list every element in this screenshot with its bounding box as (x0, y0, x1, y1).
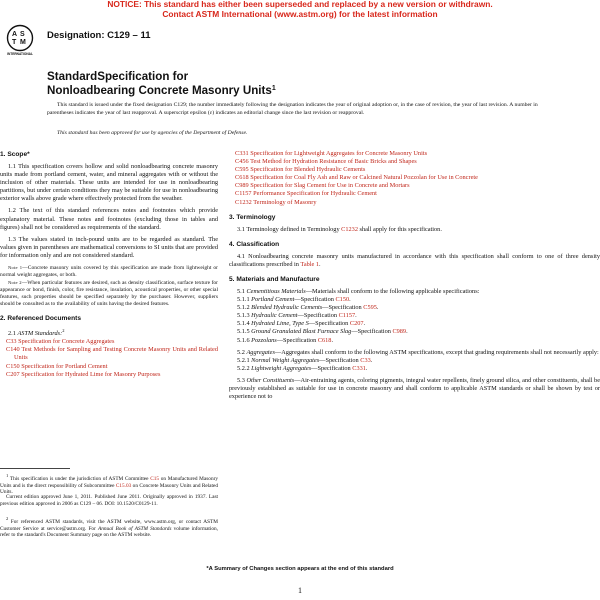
notice-line-2: Contact ASTM International (www.astm.org) for the latest information (162, 8, 438, 19)
summary-of-changes-note: *A Summary of Changes section appears at the end of this standard (206, 566, 394, 572)
ref-c618[interactable]: C618 Specification for Coal Fly Ash and Raw or Calcined Natural Pozzolan for Use in Concrete (235, 174, 478, 182)
scope-1-1: 1.1 This specification covers hollow and solid nonloadbearing concrete masonry units made from portland cement, water, and mineral aggregates with or without the inclusion of other materials. These units are intended for use in nonloadbearing partitions, but under certain conditions they may be suitable for use in nonloadbearing exterior walls above grade where effectively protected from the weather. (0, 163, 218, 203)
materials-5-1-5: 5.1.5 Ground Granulated Blast Furnace Slag—Specification C989. (237, 328, 408, 336)
materials-5-1-3: 5.1.3 Hydraulic Cement—Specification C1157. (237, 312, 357, 320)
logo-letter-a: A (12, 31, 18, 38)
scope-1-2: 1.2 The text of this standard references notes and footnotes which provide explanatory material. These notes and footnotes (excluding those in tables and figures) shall not be considered as requirements of the standard. (0, 207, 218, 231)
link-c1157[interactable]: C1157 (338, 312, 356, 320)
classification-4-1: 4.1 Nonloadbearing concrete masonry units manufactured in accordance with this specification shall conform to one of three density classifications prescribed in Table 1. (229, 252, 600, 268)
section-materials-heading: 5. Materials and Manufacture (229, 275, 320, 283)
materials-5-1-1: 5.1.1 Portland Cement—Specification C150. (237, 296, 351, 304)
footnote-1-edition: Current edition approved June 1, 2011. Published June 2011. Originally approved in 1937. Last previous edition approved in 2006 as C129 – 06. DOI: 10.1520/C0129-11. (0, 494, 218, 507)
section-terminology-heading: 3. Terminology (229, 213, 276, 221)
materials-5-2-2: 5.2.2 Lightweight Aggregates—Specification C331. (237, 364, 368, 372)
link-c150[interactable]: C150 (335, 296, 350, 304)
notice-banner (0, 0, 600, 19)
refs-2-1: 2.1 ASTM Standards:$^2$ (8, 328, 65, 338)
materials-5-3: 5.3 Other Constituents—Air-entraining agents, coloring pigments, integral water repellents, finely ground silica, and other constituents, shall be previously established as suitable for use in concrete masonry and shall conform to applicable ASTM standards or shall be shown by test or experience not to (229, 376, 600, 401)
link-c595[interactable]: C595 (363, 304, 377, 312)
link-table-1[interactable]: Table 1 (300, 260, 320, 268)
link-c331[interactable]: C331 (352, 364, 366, 372)
materials-5-2: 5.2 Aggregates—Aggregates shall conform to the following ASTM specifications, except that grading requirements shall not necessarily apply: (237, 348, 599, 356)
ref-c207[interactable]: C207 Specification for Hydrated Lime for Masonry Purposes (6, 370, 161, 378)
logo-letter-s: S (20, 31, 25, 38)
logo-international: INTERNATIONAL (7, 52, 33, 56)
logo-letter-m: M (20, 39, 26, 46)
materials-5-2-1: 5.2.1 Normal Weight Aggregates—Specification C33. (237, 356, 373, 364)
link-c15[interactable]: C15 (150, 475, 160, 482)
page-number: 1 (298, 586, 302, 595)
link-c33[interactable]: C33 (360, 356, 371, 364)
ref-c989[interactable]: C989 Specification for Slag Cement for Use in Concrete and Mortars (235, 182, 410, 190)
section-classification-heading: 4. Classification (229, 240, 280, 248)
title-line-1: StandardSpecification for (47, 70, 189, 83)
designation: Designation: C129 – 11 (47, 30, 151, 41)
astm-logo-icon (3, 23, 37, 57)
footnote-rule (0, 468, 70, 469)
section-scope-heading: 1. Scope* (0, 151, 30, 158)
terminology-3-1: 3.1 Terminology defined in Terminology C1232 shall apply for this specification. (237, 225, 442, 233)
document-title (47, 70, 487, 98)
ref-c140[interactable]: C140 Test Methods for Sampling and Testing Concrete Masonry Units and Related Units (6, 346, 218, 362)
ref-c33[interactable]: C33 Specification for Concrete Aggregates (6, 338, 115, 346)
ref-c1157[interactable]: C1157 Performance Specification for Hydraulic Cement (235, 190, 377, 198)
link-c207[interactable]: C207 (349, 320, 364, 328)
note-1: Note 1—Concrete masonry units covered by this specification are made from lightweight or normal weight aggregates, or both. (0, 265, 219, 279)
materials-5-1-6: 5.1.6 Pozzolans—Specification C618. (237, 336, 334, 344)
ref-c456[interactable]: C456 Test Method for Hydration Resistance of Basic Bricks and Shapes (235, 158, 417, 166)
ref-c1232[interactable]: C1232 Terminology of Masonry (235, 198, 317, 206)
issuance-note: This standard is issued under the fixed designation C129; the number immediately following the designation indicates the year of original adoption or, in the case of revision, the year of last revision. A number in parentheses indicates the year of last reapproval. A superscript epsilon (ε) indicates an editorial change since the last revision or reapproval. (47, 102, 538, 116)
left-column (0, 150, 218, 379)
footnote-1: $^1$ This specification is under the jurisdiction of ASTM Committee C15 on Manufactured Masonry Units and is the direct responsibility of Subcommittee C15.03 on Concrete Masonry Units and Related Units. (0, 473, 218, 496)
footnote-2: $^2$ For referenced ASTM standards, visit the ASTM website, www.astm.org, or contact ASTM Customer Service at service@astm.org. For Annual Book of ASTM Standards volume information, refer to the standard's Document Summary page on the ASTM website. (0, 516, 218, 539)
materials-5-1-2: 5.1.2 Blended Hydraulic Cements—Specification C595. (237, 304, 379, 312)
materials-5-1-4: 5.1.4 Hydrated Lime, Type S—Specification C207. (237, 320, 366, 328)
dod-approval-note: This standard has been approved for use by agencies of the Department of Defense. (57, 130, 248, 136)
notice-line-1: NOTICE: This standard has either been superseded and replaced by a new version or withdrawn. (107, 0, 493, 9)
link-c989[interactable]: C989 (392, 328, 407, 336)
materials-5-1: 5.1 Cementitious Materials—Materials shall conform to the following applicable specifications: (237, 287, 480, 295)
note-2: Note 2—When particular features are desired, such as density classification, surface texture for appearance or bond, finish, color, fire resistance, insulation, acoustical properties, or other special features, such properties should be specified separately by the purchaser. However, suppliers should be consulted as to the availability of units having the desired features. (0, 280, 218, 308)
ref-c595[interactable]: C595 Specification for Blended Hydraulic Cements (235, 166, 366, 174)
logo-letter-t: T (12, 39, 17, 46)
ref-c150[interactable]: C150 Specification for Portland Cement (6, 362, 108, 370)
link-c1232[interactable]: C1232 (341, 225, 358, 233)
ref-c331[interactable]: C331 Specification for Lightweight Aggregates for Concrete Masonry Units (235, 150, 428, 157)
scope-1-3: 1.3 The values stated in inch-pound units are to be regarded as standard. The values given in parentheses are mathematical conversions to SI units that are provided for information only and are not considered standard. (0, 235, 218, 259)
title-line-2: Nonloadbearing Concrete Masonry Units$^1$ (47, 84, 276, 97)
link-c1503[interactable]: C15.03 (115, 482, 132, 489)
right-column (229, 150, 600, 401)
link-c618[interactable]: C618 (317, 336, 332, 344)
section-referenced-documents-heading: 2. Referenced Documents (0, 315, 81, 323)
